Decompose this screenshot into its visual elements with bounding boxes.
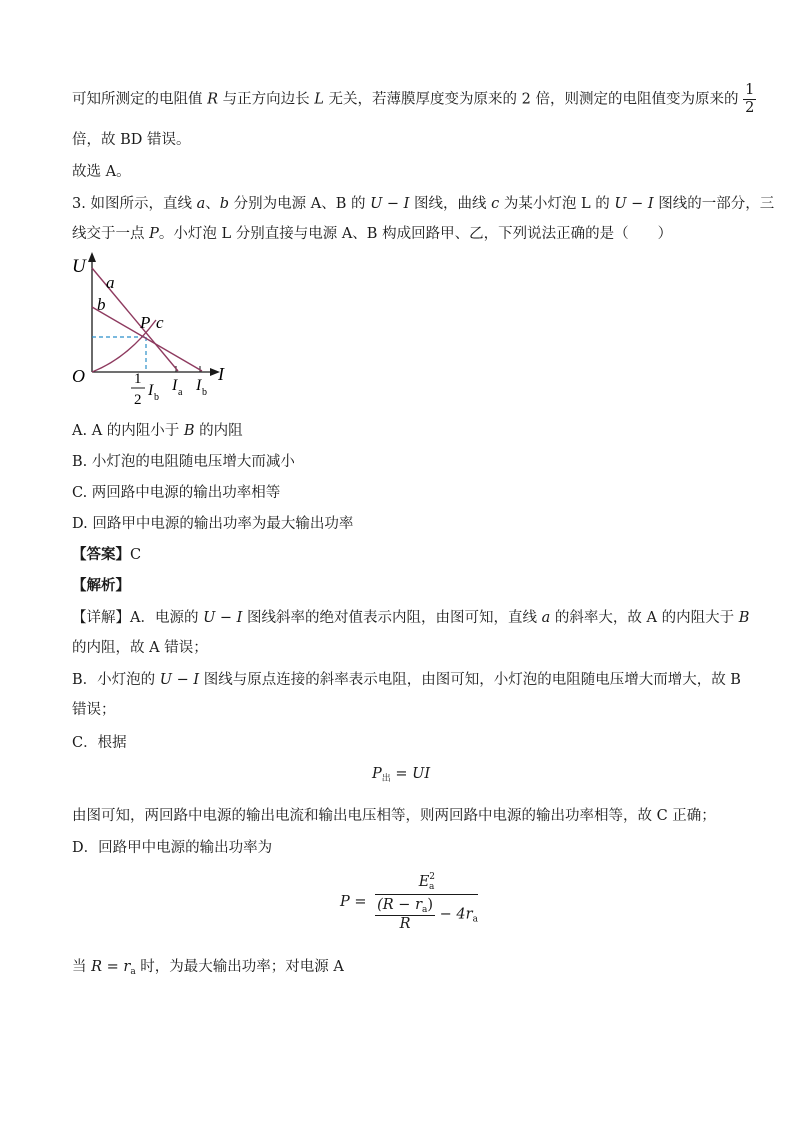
ia-sub: a (178, 387, 183, 398)
half-ib-sub: b (154, 392, 159, 403)
half-numerator: 1 (134, 371, 142, 387)
equation-max-power: P = $E^2_a$ $\frac{(R - r_a)}{R}$ − $4r_a$ (340, 872, 478, 932)
fraction-half: $\frac{1}{2}$ (745, 82, 755, 116)
detail-line-1: 【详解】A．电源的 U − I 图线斜率的绝对值表示内阻，由图可知，直线 a 的斜率大，故 A 的内阻大于 B (72, 610, 750, 626)
c-label: c (156, 313, 164, 332)
u-label: U (72, 256, 86, 277)
b-label: b (97, 295, 106, 314)
detail-line-3: B．小灯泡的 U − I 图线与原点连接的斜率表示电阻，由图可知，小灯泡的电阻随电压增大而增大，故 B (72, 672, 741, 688)
half-denominator: 2 (134, 392, 142, 408)
ui-graph-figure (66, 250, 246, 415)
detail-line-4: 错误； (72, 702, 116, 718)
detail-line-5: C．根据 (72, 735, 127, 751)
half-ib-label: I (148, 382, 154, 399)
detail-line-6: 由图可知，两回路中电源的输出电流和输出电压相等，则两回路中电源的输出功率相等，故 C 正确； (72, 808, 716, 824)
p-label: P (140, 313, 151, 332)
option-b: B. 小灯泡的电阻随电压增大而减小 (72, 454, 295, 470)
line-a (92, 268, 178, 371)
ia-label: I (172, 377, 178, 394)
option-c: C. 两回路中电源的输出功率相等 (72, 485, 281, 501)
ib-label: I (196, 377, 202, 394)
text-line: 倍，故 BD 错误。 (72, 132, 191, 148)
i-label: I (218, 364, 224, 384)
origin-label: O (72, 366, 85, 386)
option-d: D. 回路甲中电源的输出功率为最大输出功率 (72, 516, 354, 532)
detail-line-2: 的内阻，故 A 错误； (72, 640, 208, 656)
u-axis-arrow (88, 252, 96, 262)
detail-line-8: 当 $R = r_a$ 时，为最大输出功率；对电源 A (72, 959, 344, 977)
text-line: 可知所测定的电阻值 R 与正方向边长 L 无关，若薄膜厚度变为原来的 2 倍，则测定的电阻值变为原来的 $\frac{1}{2}$ (72, 82, 755, 116)
analysis-heading: 【解析】 (72, 577, 130, 594)
detail-line-7: D．回路甲中电源的输出功率为 (72, 840, 273, 856)
ib-sub: b (202, 387, 207, 398)
question-line-2: 线交于一点 P。小灯泡 L 分别直接与电源 A、B 构成回路甲、乙，下列说法正确的是（ ） (72, 226, 673, 242)
question-line-1: 3. 如图所示，直线 a、b 分别为电源 A、B 的 U − I 图线，曲线 c 为某小灯泡 L 的 U − I 图线的一部分，三 (72, 196, 775, 212)
text-line: 故选 A。 (72, 164, 131, 180)
a-label: a (106, 273, 115, 292)
equation-output-power: $P_出$ = UI (372, 766, 431, 784)
option-a: A. A 的内阻小于 B 的内阻 (72, 423, 243, 439)
answer-line: 【答案】C (72, 546, 142, 563)
